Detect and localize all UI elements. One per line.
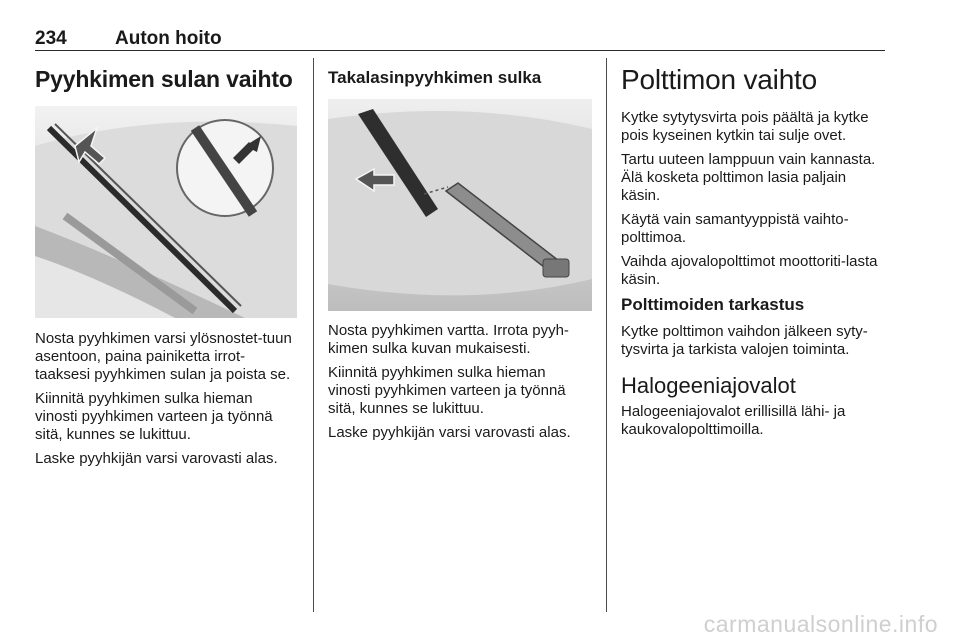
column-wiper-blade [35,60,299,474]
paragraph: Nosta pyyhkimen vartta. Irrota pyyh-kimen sulka kuvan mukaisesti. [328,322,569,357]
paragraph: Halogeeniajovalot erillisillä lähi- ja kaukovalopolttimoilla. [621,403,846,438]
paragraph: Kytke sytytysvirta pois päältä ja kytke pois kyseinen kytkin tai sulje ovet. [621,109,869,144]
front-wiper-illustration [35,106,297,318]
paragraph: Laske pyyhkijän varsi varovasti alas. [328,424,571,441]
paragraph: Kiinnitä pyyhkimen sulka hieman vinosti pyyhkimen varteen ja työnnä sitä, kunnes se lukittuu. [35,390,273,443]
subsection-heading: Polttimoiden tarkastus [621,295,805,314]
rear-wiper-illustration [328,99,592,311]
watermark: carmanualsonline.info [703,611,938,637]
page-header [35,28,885,52]
paragraph: Käytä vain samantyyppistä vaihto-polttimoa. [621,211,849,246]
section-heading: Polttimon vaihto [621,64,818,95]
column-divider-1 [313,58,314,612]
paragraph: Kytke polttimon vaihdon jälkeen syty-tysvirta ja tarkista valojen toiminta. [621,323,868,358]
section-heading: Takalasinpyyhkimen sulka [328,68,542,87]
column-bulb-replacement [621,60,889,445]
paragraph: Nosta pyyhkimen varsi ylösnostet-tuun asentoon, paina painiketta irrot-taaksesi pyyhkimen sulan ja poista se. [35,330,292,383]
paragraph: Tartu uuteen lamppuun vain kannasta. Älä kosketa polttimon lasia paljain käsin. [621,151,876,204]
paragraph: Laske pyyhkijän varsi varovasti alas. [35,450,278,467]
header-rule [35,50,885,51]
subsection-heading: Halogeeniajovalot [621,373,796,398]
page-number: 234 [35,28,67,49]
column-divider-2 [606,58,607,612]
section-heading: Pyyhkimen sulan vaihto [35,66,293,92]
column-rear-wiper [328,60,592,448]
paragraph: Kiinnitä pyyhkimen sulka hieman vinosti pyyhkimen varteen ja työnnä sitä, kunnes se lukittuu. [328,364,566,417]
paragraph: Vaihda ajovalopolttimot moottoriti-lasta käsin. [621,253,878,288]
running-title: Auton hoito [115,28,222,49]
